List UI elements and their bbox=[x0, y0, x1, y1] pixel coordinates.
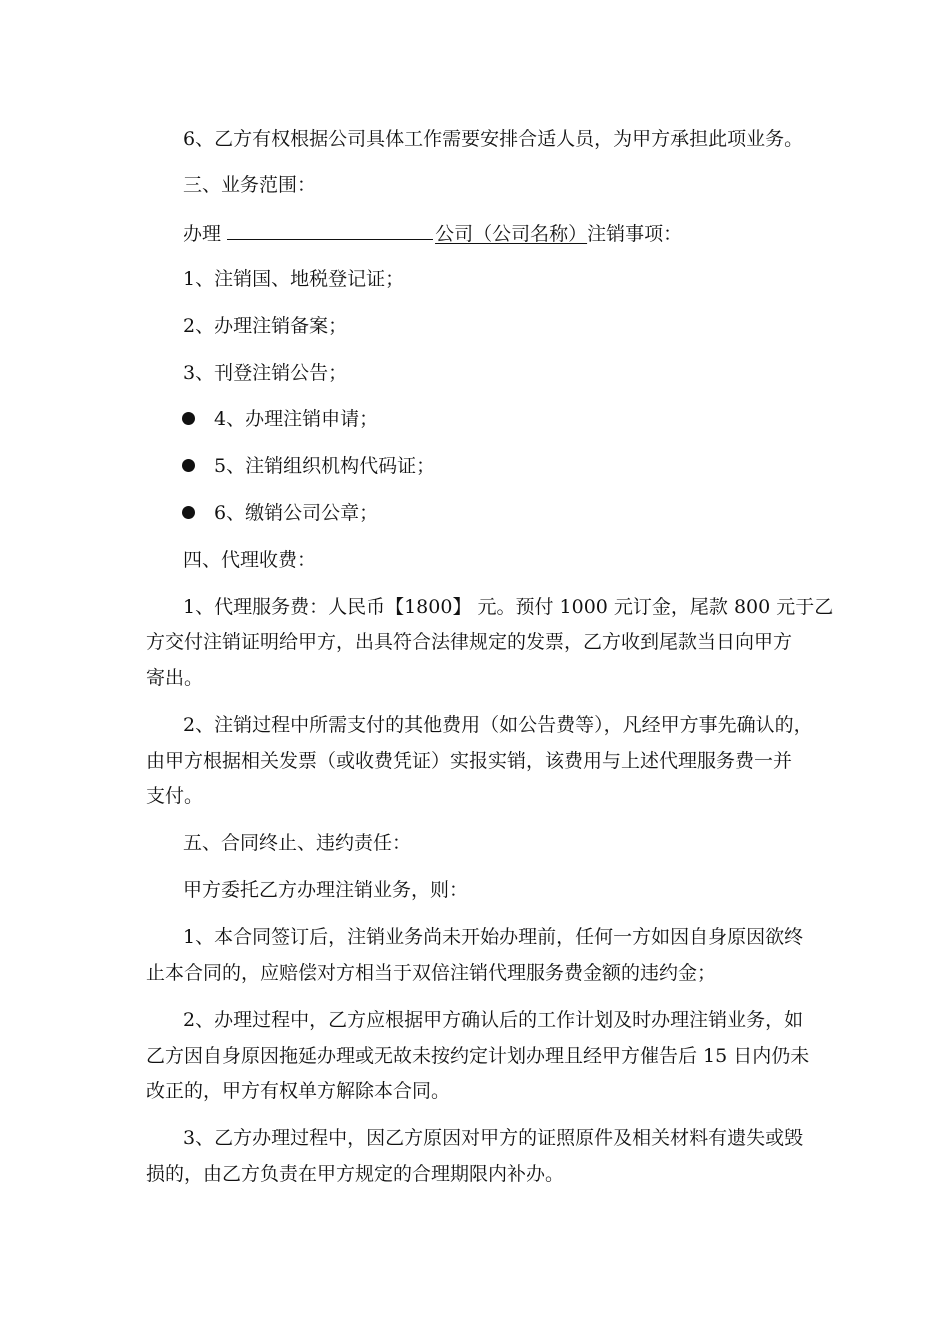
fee-item-1-line-1: 1、代理服务费：人民币【1800】 元。预付 1000 元订金，尾款 800 元于乙 bbox=[183, 596, 834, 618]
fee-item-2-line-3: 支付。 bbox=[146, 785, 204, 807]
fee-item-1-line-3: 寄出。 bbox=[146, 667, 204, 689]
section-5-heading: 五、合同终止、违约责任： bbox=[183, 832, 412, 854]
section-3-intro bbox=[183, 219, 682, 247]
scope-item-1: 1、注销国、地税登记证； bbox=[183, 268, 405, 290]
bullet-icon bbox=[182, 506, 195, 519]
section-5-intro: 甲方委托乙方办理注销业务，则： bbox=[183, 879, 469, 901]
clause-2-item-6: 6、乙方有权根据公司具体工作需要安排合适人员，为甲方承担此项业务。 bbox=[183, 128, 804, 150]
breach-item-3-line-1: 3、乙方办理过程中，因乙方原因对甲方的证照原件及相关材料有遗失或毁 bbox=[183, 1127, 804, 1149]
scope-item-4: 4、办理注销申请； bbox=[214, 408, 379, 430]
scope-item-3: 3、刊登注销公告； bbox=[183, 362, 348, 384]
bullet-icon bbox=[182, 459, 195, 472]
breach-item-2-line-1: 2、办理过程中，乙方应根据甲方确认后的工作计划及时办理注销业务，如 bbox=[183, 1009, 804, 1031]
breach-item-2-line-2: 乙方因自身原因拖延办理或无故未按约定计划办理且经甲方催告后 15 日内仍未 bbox=[146, 1045, 810, 1067]
fee-item-2-line-1: 2、注销过程中所需支付的其他费用（如公告费等），凡经甲方事先确认的， bbox=[183, 714, 813, 736]
scope-item-2: 2、办理注销备案； bbox=[183, 315, 348, 337]
scope-item-6: 6、缴销公司公章； bbox=[214, 502, 379, 524]
fee-item-2-line-2: 由甲方根据相关发票（或收费凭证）实报实销，该费用与上述代理服务费一并 bbox=[146, 750, 793, 772]
company-name-label: 公司（公司名称） bbox=[435, 223, 588, 245]
intro-prefix: 办理 bbox=[183, 223, 222, 245]
fee-item-1-line-2: 方交付注销证明给甲方，出具符合法律规定的发票，乙方收到尾款当日向甲方 bbox=[146, 631, 793, 653]
breach-item-3-line-2: 损的，由乙方负责在甲方规定的合理期限内补办。 bbox=[146, 1163, 565, 1185]
section-4-heading: 四、代理收费： bbox=[183, 549, 317, 571]
scope-item-5: 5、注销组织机构代码证； bbox=[214, 455, 436, 477]
breach-item-2-line-3: 改正的，甲方有权单方解除本合同。 bbox=[146, 1080, 451, 1102]
company-name-blank bbox=[227, 219, 433, 240]
intro-suffix: 注销事项： bbox=[587, 223, 683, 245]
section-3-heading: 三、业务范围： bbox=[183, 174, 317, 196]
bullet-icon bbox=[182, 412, 195, 425]
breach-item-1-line-1: 1、本合同签订后，注销业务尚未开始办理前，任何一方如因自身原因欲终 bbox=[183, 926, 804, 948]
breach-item-1-line-2: 止本合同的，应赔偿对方相当于双倍注销代理服务费金额的违约金； bbox=[146, 962, 717, 984]
